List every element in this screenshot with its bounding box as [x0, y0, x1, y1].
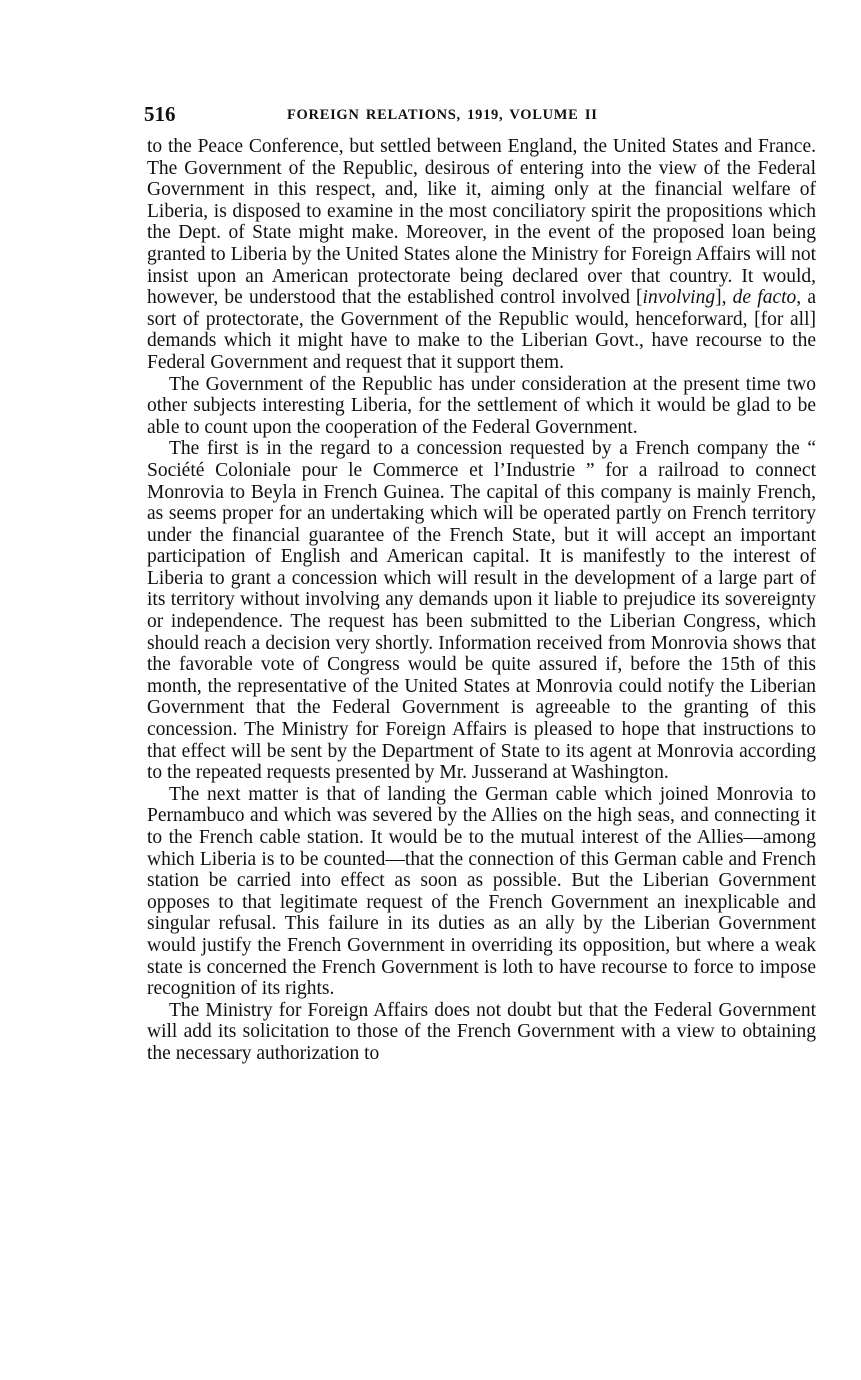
running-head: [144, 98, 816, 136]
emphasis-de-facto: de facto: [732, 287, 797, 309]
paragraph-railroad-concession: The first is in the regard to a concession requested by a French company the “ Société Coloniale pour le Commerce et l’Industrie ” for a railroad to connect Monrovia to Beyla in French Guinea. The capital of this company is mainly French, as seems proper for an undertaking which will be operated partly on French territory under the financial guarantee of the French State, but it will accept an important participation of English and American capital. It is manifestly to the interest of Liberia to grant a concession which will result in the development of a large part of its territory without involving any demands upon it liable to prejudice its sovereignty or independence. The request has been submitted to the Liberian Congress, which should reach a decision very shortly. Information received from Monrovia shows that the favorable vote of Congress would be quite assured if, before the 15th of this month, the representative of the United States at Monrovia could notify the Liberian Government that the Federal Government is agreeable to the granting of this concession. The Ministry for Foreign Affairs is pleased to hope that instructions to that effect will be sent by the Department of State to its agent at Monrovia according to the repeated requests presented by Mr. Jusserand at Washington.: [147, 438, 816, 784]
paragraph-1-tail: , a sort of protectorate, the Government of the Republic would, henceforward, [for all] demands which it might have to make to the Liberian Govt., have recourse to the Federal Government and request that it support them.: [147, 287, 816, 373]
paragraph-german-cable: The next matter is that of landing the German cable which joined Monrovia to Pernambuco and which was severed by the Allies on the high seas, and connecting it to the French cable station. It would be to the mutual interest of the Allies—among which Liberia is to be counted—that the connection of this German cable and French station be carried into effect as soon as possible. But the Liberian Government opposes to that legitimate request of the French Government an inexplicable and singular refusal. This failure in its duties as an ally by the Liberian Government would justify the French Government in overriding its opposition, but where a weak state is concerned the French Government is loth to have recourse to force to impose recognition of its rights.: [147, 783, 816, 1000]
paragraph-ministry-request: The Ministry for Foreign Affairs does not doubt but that the Federal Government will add its solicitation to those of the French Government with a view to obtaining the necessary authorization to: [147, 999, 816, 1064]
paragraph-subjects: The Government of the Republic has under consideration at the present time two other subjects interesting Liberia, for the settlement of which it would be glad to be able to count upon the cooperation of the Federal Government.: [147, 373, 816, 438]
document-page: [144, 98, 816, 1065]
running-title: FOREIGN RELATIONS, 1919, VOLUME II: [287, 107, 598, 123]
bracket-close: ],: [715, 287, 733, 309]
page-number: 516: [144, 102, 176, 126]
body-text: [147, 136, 816, 1065]
paragraph-continued: [147, 136, 816, 374]
paragraph-1-lead: to the Peace Conference, but settled between England, the United States and France. The Government of the Republic, desirous of entering into the view of the Federal Government in this respect, and, like it, aiming only at the financial welfare of Liberia, is disposed to examine in the most conciliatory spirit the propositions which the Dept. of State might make. Moreover, in the event of the proposed loan being granted to Liberia by the United States alone the Ministry for Foreign Affairs will not insist upon an American protectorate being declared over that country. It would, however, be understood that the established control involved: [147, 136, 816, 309]
bracket-open: [: [636, 287, 643, 309]
emphasis-involving: involving: [642, 287, 716, 309]
